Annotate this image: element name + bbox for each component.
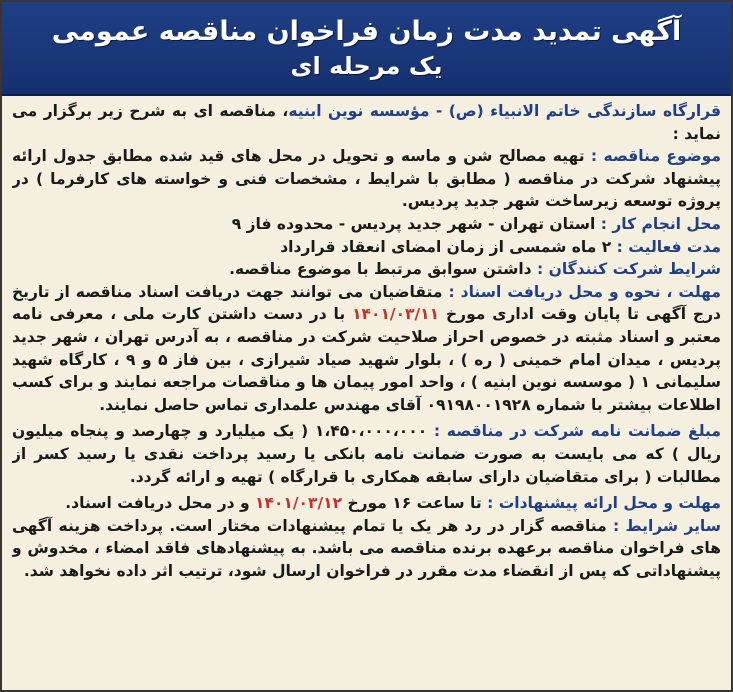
- duration-text: ۲ ماه شمسی از زمان امضای انعقاد قرارداد: [280, 237, 612, 256]
- offers-deadline-text-b: و در محل دریافت اسناد.: [65, 494, 250, 513]
- notice-subtitle: یک مرحله ای: [290, 52, 443, 80]
- guarantee-text: ۱،۴۵۰،۰۰۰،۰۰۰ ( یک میلیارد و چهارصد و پنجاه میلیون ریال ) که می بایست به صورت ضمانت نامه بانکی یا رسید پرداخت نقدی یا رسید کسر از مطالبات ( برای متقاضیان دارای سابقه همکاری با قرارگاه ) تهیه و ارائه گردد.: [12, 422, 721, 486]
- notice-title: آگهی تمدید مدت زمان فراخوان مناقصه عمومی: [51, 16, 682, 47]
- subject-label: موضوع مناقصه :: [590, 147, 721, 166]
- other-conditions-paragraph: [12, 515, 721, 583]
- offers-deadline-date: ۱۴۰۱/۰۳/۱۲: [255, 494, 343, 513]
- docs-deadline-label: مهلت ، نحوه و محل دریافت اسناد :: [448, 282, 721, 301]
- intro-text: ، مناقصه ای به شرح زیر برگزار می نماید :: [12, 102, 721, 143]
- conditions-label: شرایط شرکت کنندگان :: [537, 260, 721, 279]
- docs-deadline-text-a: متقاضیان می توانند جهت دریافت اسناد مناقصه از تاریخ درج آگهی تا پایان وقت اداری مورخ: [12, 282, 721, 324]
- duration-paragraph: [12, 236, 721, 259]
- other-conditions-text: مناقصه گزار در رد هر یک یا تمام پیشنهادات مختار است. پرداخت هزینه آگهی های فراخوان مناقصه برعهده برنده مناقصه می باشد. به پیشنهادهای فاقد امضاء ، مخدوش و پیشنهاداتی که پس از انقضاء مدت مقرر در فراخوان ارسال شود، ترتیب اثر داده نخواهد شد.: [12, 516, 721, 580]
- location-paragraph: [12, 213, 721, 236]
- subject-paragraph: [12, 145, 721, 213]
- conditions-text: داشتن سوابق مرتبط با موضوع مناقصه.: [229, 260, 532, 279]
- conditions-paragraph: [12, 258, 721, 281]
- duration-label: مدت فعالیت :: [616, 237, 721, 256]
- offers-deadline-text-a: تا ساعت ۱۶ مورخ: [347, 494, 482, 513]
- notice-header: [2, 2, 731, 96]
- docs-deadline-paragraph: [12, 281, 721, 417]
- other-conditions-label: سایر شرایط :: [613, 516, 721, 535]
- location-text: استان تهران - شهر جدید پردیس - محدوده فاز ۹: [231, 214, 596, 233]
- docs-deadline-date: ۱۴۰۱/۰۳/۱۱: [352, 305, 440, 324]
- organizer-name: قرارگاه سازندگی خاتم الانبیاء (ص) - مؤسسه نوین ابنیه: [288, 102, 721, 120]
- docs-deadline-text-b: با در دست داشتن کارت ملی ، معرفی نامه معتبر و اسناد مثبته در خصوص احراز صلاحیت شرکت در مناقصه ، به آدرس تهران ، شهر جدید پردیس ، میدان امام خمینی ( ره ) ، بلوار شهید صیاد شیرازی ، بین فاز ۵ و ۹ ، کارگاه شهید سلیمانی ۱ ( موسسه نوین ابنیه ) ، واحد امور پیمان ها و مناقصات مراجعه نمایند و برای کسب اطلاعات بیشتر با شماره ۰۹۱۹۸۰۰۱۹۲۸ آقای مهندس علمداری تماس حاصل نمایند.: [12, 305, 721, 414]
- guarantee-label: مبلغ ضمانت نامه شرکت در مناقصه :: [433, 422, 721, 441]
- offers-deadline-label: مهلت و محل ارائه پیشنهادات :: [487, 494, 721, 513]
- intro-paragraph: [12, 100, 721, 145]
- location-label: محل انجام کار :: [600, 214, 721, 233]
- guarantee-paragraph: [12, 420, 721, 488]
- offers-deadline-paragraph: [12, 492, 721, 515]
- notice-body: [12, 100, 721, 684]
- subject-text: تهیه مصالح شن و ماسه و تحویل در محل های قید شده مطابق جدول ارائه پیشنهاد شرکت در مناقصه ( مطابق با شرایط ، مشخصات فنی و خواسته های کارفرما ) در پروژه توسعه زیرساخت شهر جدید پردیس.: [12, 147, 721, 211]
